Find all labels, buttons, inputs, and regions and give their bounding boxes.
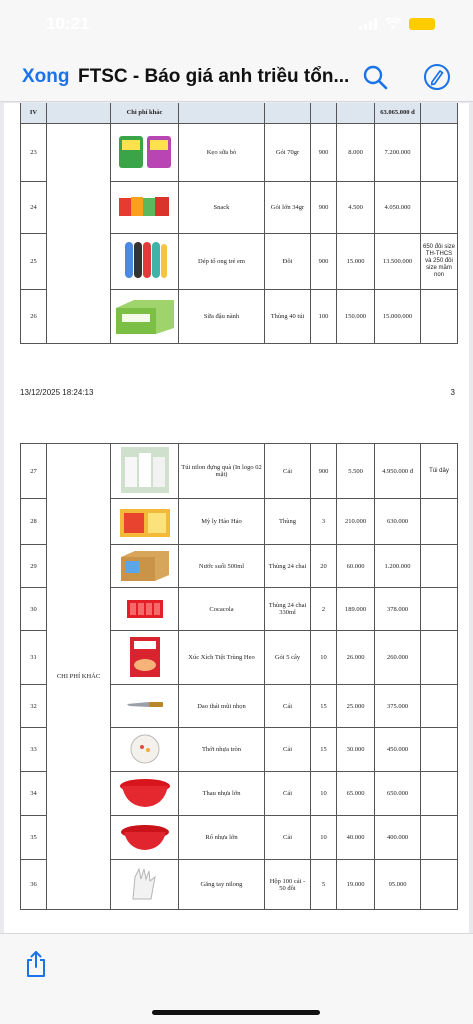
product-amount: 13.500.000 [375, 234, 421, 290]
product-unit: Đôi [265, 234, 311, 290]
product-name: Dao thái mũi nhọn [179, 685, 265, 728]
product-unit: Thùng 24 chai 330ml [265, 588, 311, 631]
product-amount: 400.000 [375, 816, 421, 860]
row-number: 24 [21, 182, 47, 234]
row-number: 36 [21, 860, 47, 910]
product-note: 650 đôi size TH-THCS và 250 đôi size mầm non [421, 234, 458, 290]
product-image-cell [111, 685, 179, 728]
product-unit: Gói lớn 34gr [265, 182, 311, 234]
product-name: Snack [179, 182, 265, 234]
product-amount: 1.200.000 [375, 545, 421, 588]
product-qty: 10 [311, 631, 337, 685]
row-number: 28 [21, 499, 47, 545]
product-qty: 3 [311, 499, 337, 545]
product-name: Sữa đậu nành [179, 290, 265, 344]
done-button[interactable]: Xong [22, 66, 70, 87]
product-amount: 15.000.000 [375, 290, 421, 344]
plastic-gloves-image [125, 865, 165, 903]
product-unit: Cái [265, 685, 311, 728]
page-number: 3 [450, 388, 455, 397]
product-note [421, 816, 458, 860]
product-qty: 15 [311, 728, 337, 772]
product-image-cell [111, 588, 179, 631]
product-price: 150.000 [337, 290, 375, 344]
pdf-page-4 [4, 428, 469, 933]
row-number: 23 [21, 124, 47, 182]
product-note [421, 772, 458, 816]
product-image-cell [111, 545, 179, 588]
product-price: 30.000 [337, 728, 375, 772]
product-price: 5.500 [337, 444, 375, 499]
kids-sandals-image [121, 238, 169, 284]
product-name: Thớt nhựa tròn [179, 728, 265, 772]
product-qty: 5 [311, 860, 337, 910]
product-qty: 900 [311, 182, 337, 234]
product-note [421, 588, 458, 631]
product-qty: 900 [311, 444, 337, 499]
product-note [421, 499, 458, 545]
product-qty: 10 [311, 816, 337, 860]
product-name: Găng tay nilong [179, 860, 265, 910]
product-amount: 260.000 [375, 631, 421, 685]
product-image-cell [111, 728, 179, 772]
status-icons [359, 18, 435, 30]
cocacola-pack-image [125, 596, 165, 620]
product-note [421, 685, 458, 728]
product-note [421, 545, 458, 588]
row-number: 31 [21, 631, 47, 685]
product-unit: Gói 5 cây [265, 631, 311, 685]
product-unit: Thùng 40 túi [265, 290, 311, 344]
row-number: 35 [21, 816, 47, 860]
milk-candy-image [117, 132, 173, 172]
product-note [421, 631, 458, 685]
product-amount: 4.950.000 đ [375, 444, 421, 499]
gift-bags-image [121, 447, 169, 493]
product-unit: Gói 70gr [265, 124, 311, 182]
nav-bar [0, 52, 473, 102]
product-amount: 7.200.000 [375, 124, 421, 182]
markup-pen-icon[interactable] [423, 63, 451, 91]
product-qty: 20 [311, 545, 337, 588]
product-amount: 630.000 [375, 499, 421, 545]
product-qty: 100 [311, 290, 337, 344]
group-cell [47, 124, 111, 344]
product-qty: 2 [311, 588, 337, 631]
product-image-cell [111, 124, 179, 182]
product-unit: Thùng 24 chai [265, 545, 311, 588]
search-icon[interactable] [362, 64, 388, 90]
product-image-cell [111, 772, 179, 816]
product-name: Mỳ ly Hảo Hảo [179, 499, 265, 545]
product-image-cell [111, 499, 179, 545]
noodle-cups-image [118, 503, 172, 539]
section-roman: IV [21, 103, 47, 124]
table-row [21, 124, 458, 182]
table-row [21, 444, 458, 499]
water-carton-image [119, 547, 171, 583]
row-number: 27 [21, 444, 47, 499]
soy-milk-box-image [114, 296, 176, 336]
product-name: Kẹo sữa bò [179, 124, 265, 182]
product-amount: 378.000 [375, 588, 421, 631]
knife-image [125, 698, 165, 712]
product-image-cell [111, 860, 179, 910]
product-price: 189.000 [337, 588, 375, 631]
plastic-basin-image [118, 776, 172, 810]
section-header-row [21, 103, 458, 124]
product-image-cell [111, 816, 179, 860]
row-number: 32 [21, 685, 47, 728]
product-amount: 450.000 [375, 728, 421, 772]
product-unit: Cái [265, 728, 311, 772]
product-image-cell [111, 631, 179, 685]
row-number: 25 [21, 234, 47, 290]
product-note [421, 860, 458, 910]
row-number: 34 [21, 772, 47, 816]
product-unit: Cái [265, 772, 311, 816]
product-price: 40.000 [337, 816, 375, 860]
document-viewer[interactable] [0, 103, 473, 933]
status-time: 10:21 [46, 14, 90, 33]
product-price: 4.500 [337, 182, 375, 234]
product-name: Cocacola [179, 588, 265, 631]
product-name: Rổ nhựa lớn [179, 816, 265, 860]
product-amount: 95.000 [375, 860, 421, 910]
product-qty: 900 [311, 124, 337, 182]
price-table-page-4 [20, 443, 458, 910]
product-unit: Thùng [265, 499, 311, 545]
price-table-page-3 [20, 103, 458, 344]
product-note [421, 728, 458, 772]
row-number: 30 [21, 588, 47, 631]
product-name: Nước suối 500ml [179, 545, 265, 588]
share-icon[interactable] [24, 950, 48, 978]
product-image-cell [111, 234, 179, 290]
product-unit: Cái [265, 816, 311, 860]
battery-icon [409, 18, 435, 30]
row-number: 33 [21, 728, 47, 772]
product-note [421, 182, 458, 234]
home-indicator [152, 1010, 320, 1015]
product-image-cell [111, 444, 179, 499]
product-image-cell [111, 290, 179, 344]
product-price: 8.000 [337, 124, 375, 182]
product-amount: 4.050.000 [375, 182, 421, 234]
product-note [421, 124, 458, 182]
product-qty: 900 [311, 234, 337, 290]
cellular-signal-icon [359, 18, 377, 30]
product-price: 25.000 [337, 685, 375, 728]
document-title: FTSC - Báo giá anh triều tổn... [78, 66, 350, 87]
row-number: 29 [21, 545, 47, 588]
page-timestamp: 13/12/2025 18:24:13 [20, 388, 94, 397]
row-number: 26 [21, 290, 47, 344]
product-unit: Cái [265, 444, 311, 499]
product-price: 210.000 [337, 499, 375, 545]
section-total: 63.065.000 đ [375, 103, 421, 124]
product-amount: 650.000 [375, 772, 421, 816]
product-name: Túi nilon đựng quà (In logo 02 mặt) [179, 444, 265, 499]
wifi-icon [385, 18, 401, 30]
product-price: 15.000 [337, 234, 375, 290]
product-qty: 15 [311, 685, 337, 728]
product-price: 60.000 [337, 545, 375, 588]
plastic-basket-image [119, 822, 171, 852]
product-amount: 375.000 [375, 685, 421, 728]
snack-image [117, 194, 173, 220]
bottom-toolbar [0, 933, 473, 1024]
cutting-board-image [128, 732, 162, 766]
product-price: 26.000 [337, 631, 375, 685]
product-image-cell [111, 182, 179, 234]
product-name: Dép tổ ong trẻ em [179, 234, 265, 290]
sausage-pack-image [128, 635, 162, 679]
product-qty: 10 [311, 772, 337, 816]
product-name: Xúc Xích Tiệt Trùng Heo [179, 631, 265, 685]
product-price: 65.000 [337, 772, 375, 816]
product-note: Túi dây [421, 444, 458, 499]
product-price: 19.000 [337, 860, 375, 910]
product-unit: Hộp 100 cái - 50 đôi [265, 860, 311, 910]
product-note [421, 290, 458, 344]
group-label: CHI PHÍ KHÁC [47, 444, 111, 910]
product-name: Thau nhựa lớn [179, 772, 265, 816]
status-bar [0, 0, 473, 52]
section-label: Chi phí khác [111, 103, 179, 124]
